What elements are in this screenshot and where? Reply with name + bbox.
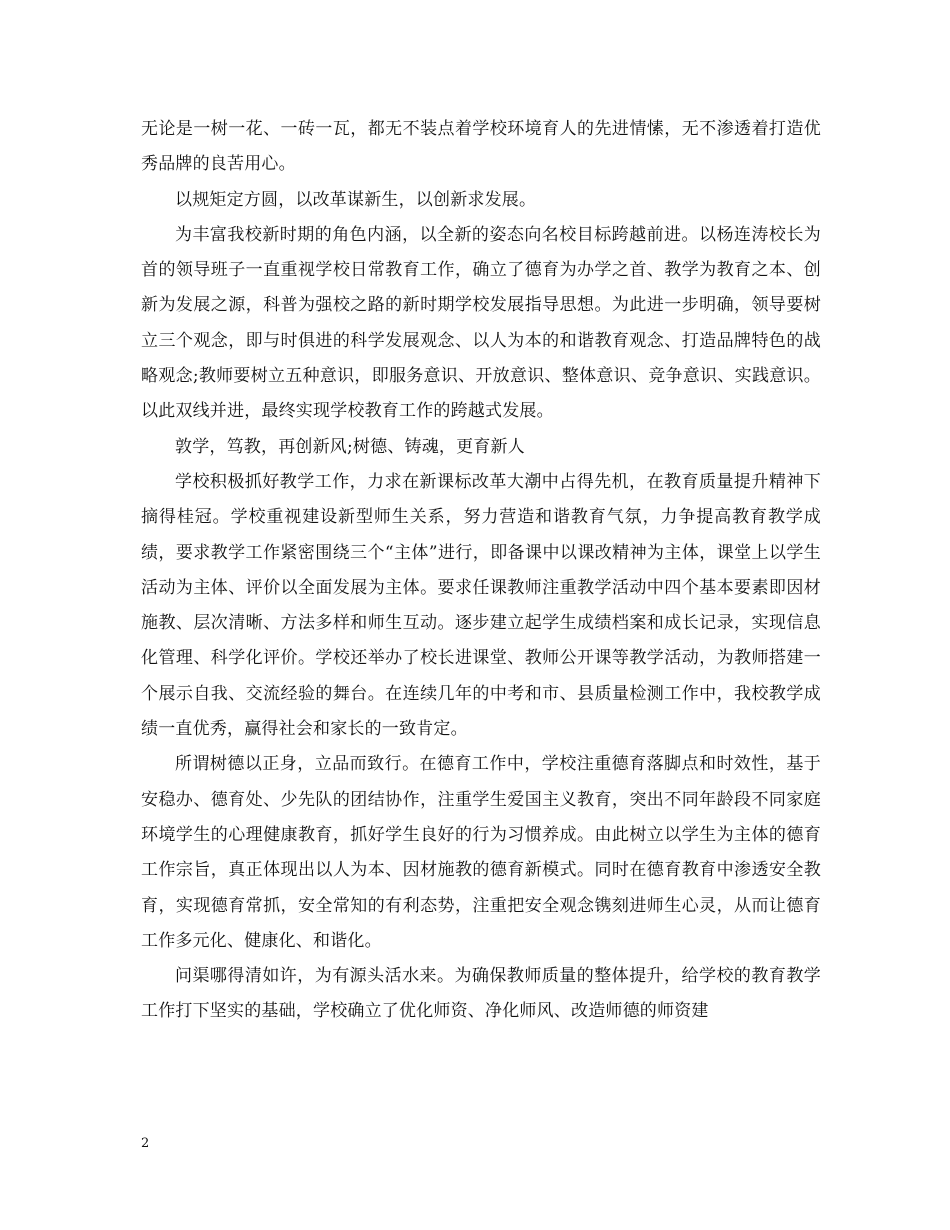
paragraph-5: 所谓树德以正身，立品而致行。在德育工作中，学校注重德育落脚点和时效性，基于安稳办、德育处、少先队的团结协作，注重学生爱国主义教育，突出不同年龄段不同家庭环境学生的心理健康教育，抓好学生良好的行为习惯养成。由此树立以学生为主体的德育工作宗旨，真正体现出以人为本、因材施教的德育新模式。同时在德育教育中渗透安全教育，实现德育常抓，安全常知的有利态势，注重把安全观念镌刻进师生心灵，从而让德育工作多元化、健康化、和谐化。 [141, 754, 821, 951]
page-number: 2 [141, 1136, 150, 1151]
section-heading: 敦学，笃教，再创新风;树德、铸魂，更育新人 [175, 436, 525, 457]
paragraph-6: 问渠哪得清如许，为有源头活水来。为确保教师质量的整体提升，给学校的教育教学工作打下坚实的基础，学校确立了优化师资、净化师风、改造师德的师资建 [141, 966, 821, 1022]
paragraph-3: 为丰富我校新时期的角色内涵，以全新的姿态向名校目标跨越前进。以杨连涛校长为首的领导班子一直重视学校日常教育工作，确立了德育为办学之首、教学为教育之本、创新为发展之源，科普为强校之路的新时期学校发展指导思想。为此进一步明确，领导要树立三个观念，即与时俱进的科学发展观念、以人为本的和谐教育观念、打造品牌特色的战略观念;教师要树立五种意识，即服务意识、开放意识、整体意识、竞争意识、实践意识。以此双线并进，最终实现学校教育工作的跨越式发展。 [141, 224, 821, 422]
paragraph-2: 以规矩定方圆，以改革谋新生，以创新求发展。 [175, 189, 537, 210]
document-body [141, 112, 821, 1030]
paragraph-1: 无论是一树一花、一砖一瓦，都无不装点着学校环境育人的先进情愫，无不渗透着打造优秀品牌的良苦用心。 [141, 119, 821, 175]
paragraph-4: 学校积极抓好教学工作，力求在新课标改革大潮中占得先机，在教育质量提升精神下摘得桂冠。学校重视建设新型师生关系，努力营造和谐教育气氛，力争提高教育教学成绩，要求教学工作紧密围绕三个“主体”进行，即备课中以课改精神为主体，课堂上以学生活动为主体、评价以全面发展为主体。要求任课教师注重教学活动中四个基本要素即因材施教、层次清晰、方法多样和师生互动。逐步建立起学生成绩档案和成长记录，实现信息化管理、科学化评价。学校还举办了校长进课堂、教师公开课等教学活动，为教师搭建一个展示自我、交流经验的舞台。在连续几年的中考和市、县质量检测工作中，我校教学成绩一直优秀，赢得社会和家长的一致肯定。 [141, 471, 821, 740]
